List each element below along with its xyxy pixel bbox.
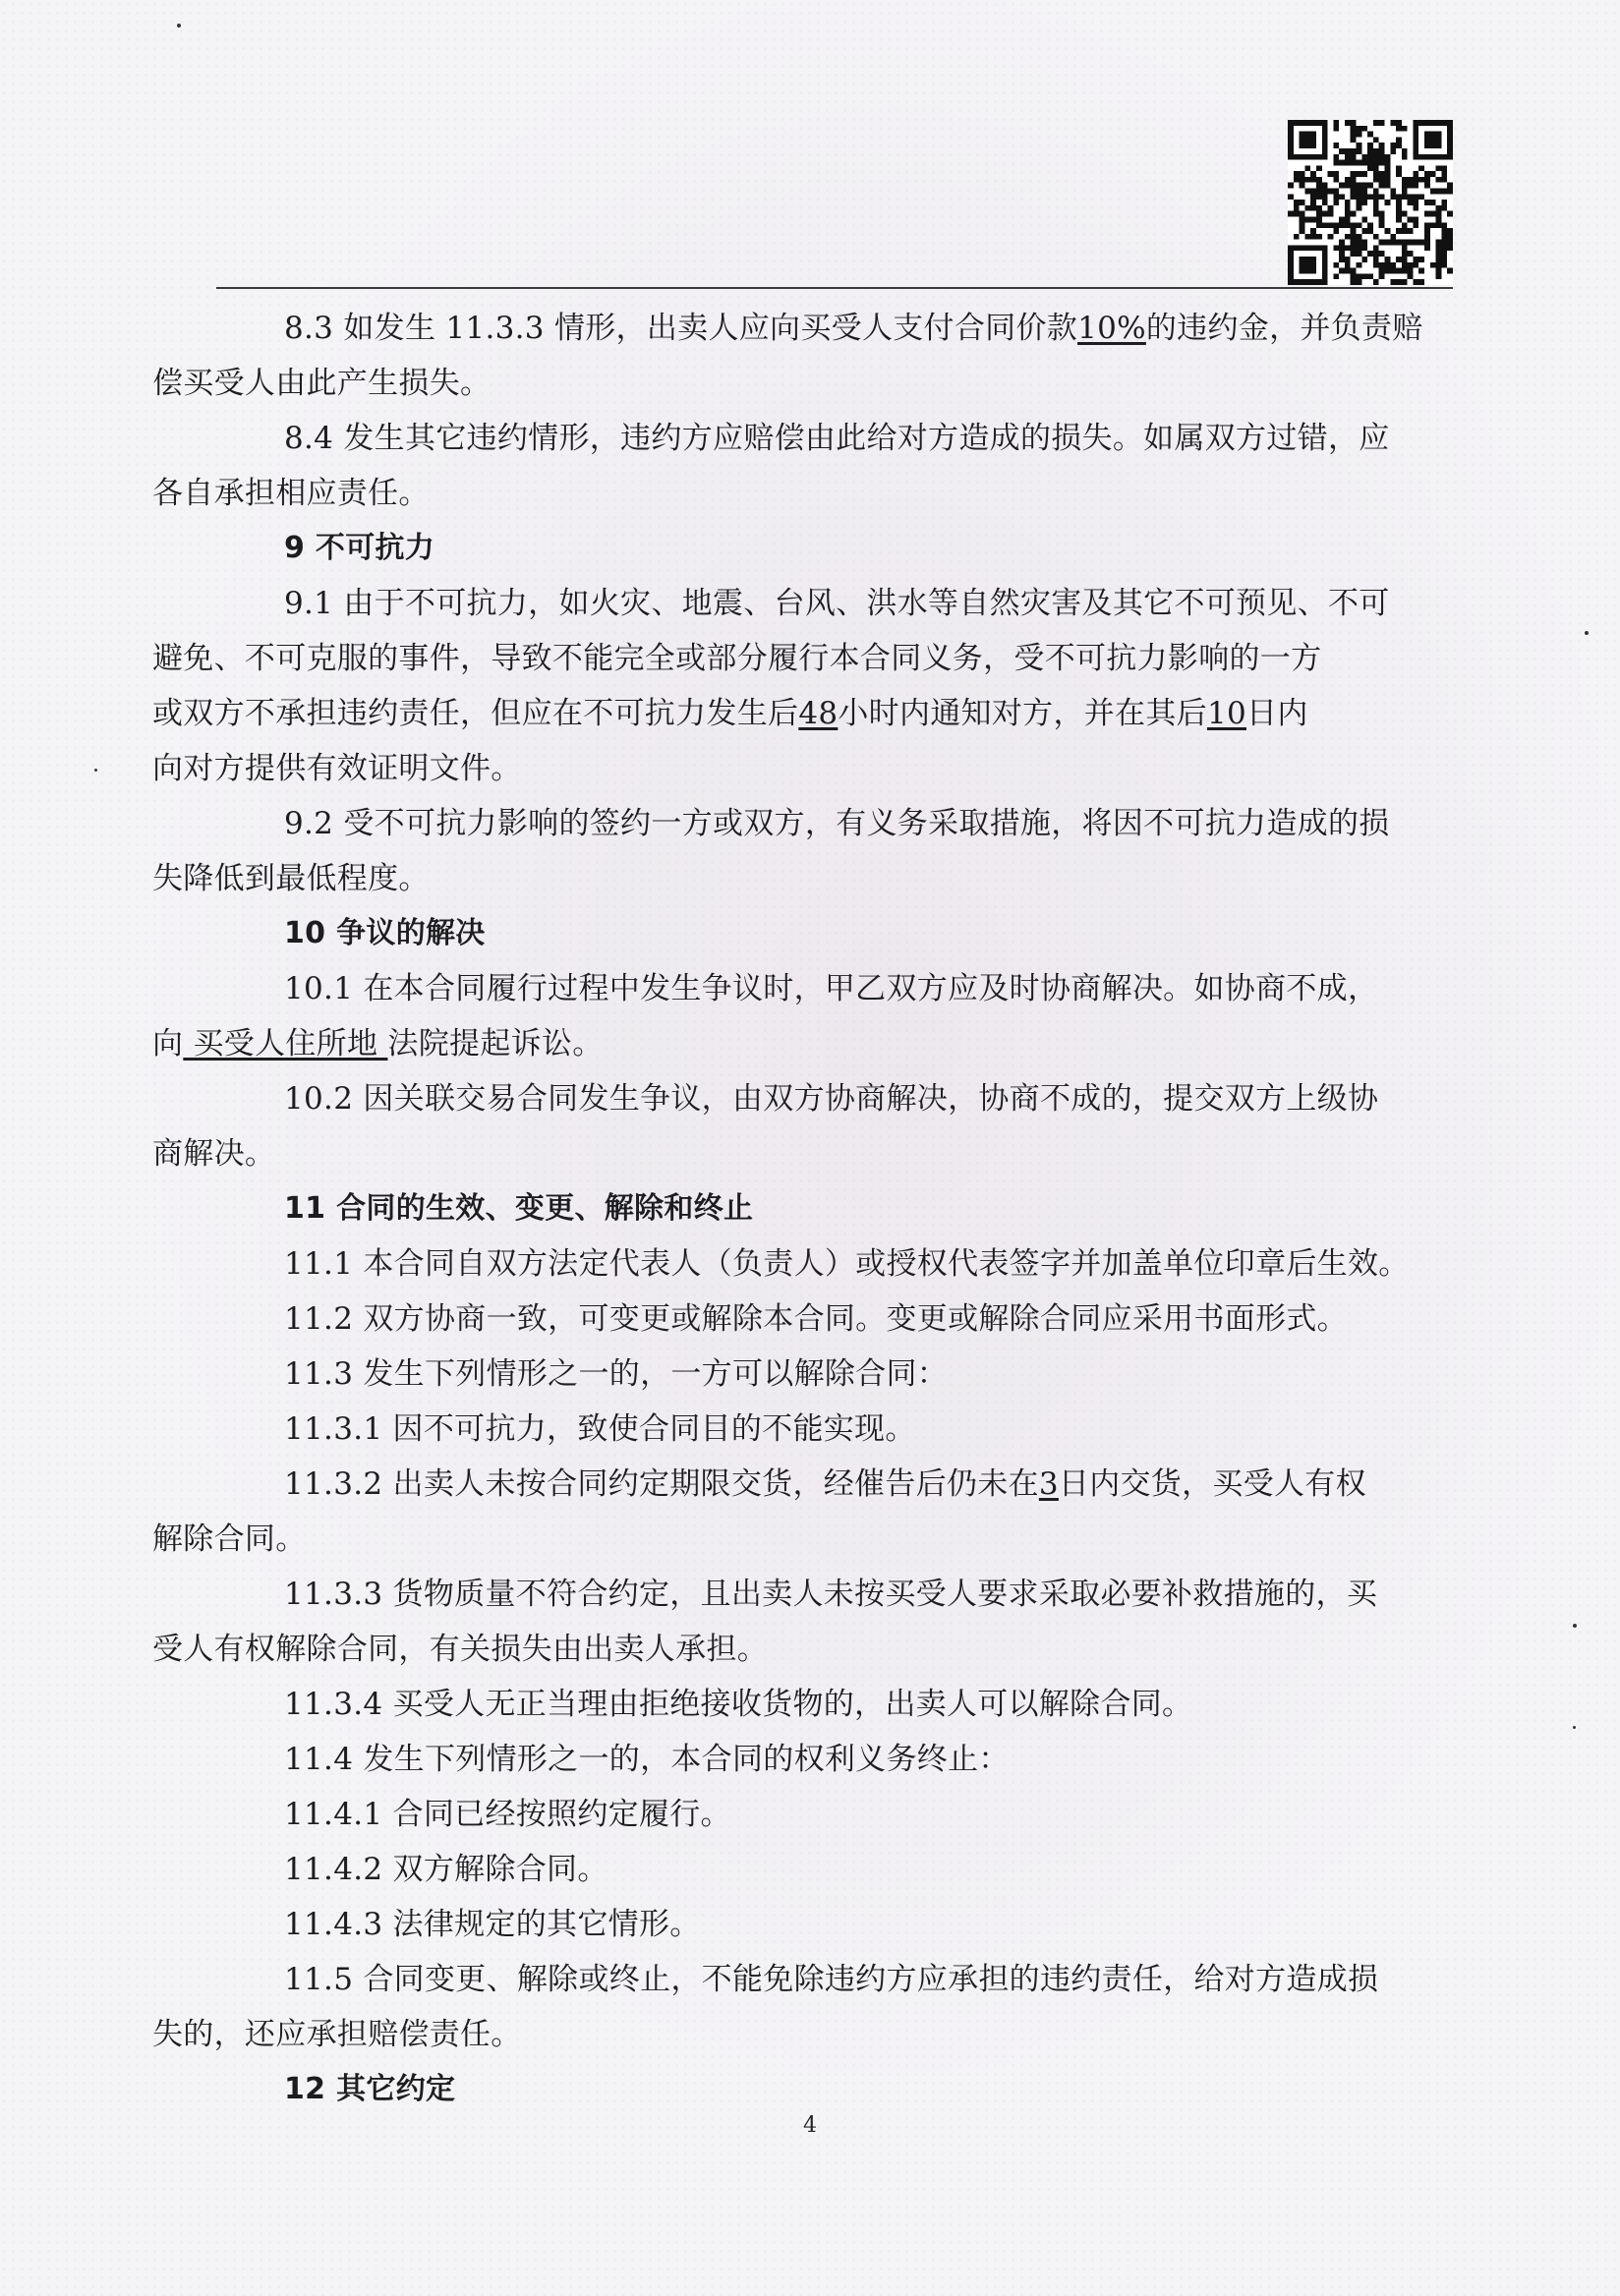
clause-line: [218, 411, 1453, 466]
clause-11-3-4: [218, 1677, 1453, 1732]
clause-text: 11.2 双方协商一致，可变更或解除本合同。变更或解除合同应采用书面形式。: [284, 1301, 1348, 1337]
clause-line: [218, 1457, 1453, 1512]
clause-line: [218, 1897, 1453, 1952]
clause-text: 11.4 发生下列情形之一的，本合同的权利义务终止：: [284, 1742, 1010, 1777]
clause-line: [218, 1677, 1453, 1732]
clause-11-5: [152, 1952, 1453, 2062]
clause-text: 各自承担相应责任。: [152, 476, 430, 511]
clause-line: [218, 301, 1453, 356]
clause-line: [218, 1952, 1453, 2007]
clause-text: 商解决。: [152, 1136, 276, 1172]
heading-11: 11 合同的生效、变更、解除和终止: [284, 1191, 754, 1226]
clause-text: 偿买受人由此产生损失。: [152, 366, 492, 401]
clause-line: [218, 1567, 1453, 1622]
clause-line: [152, 2007, 1453, 2062]
clause-text: 或双方不承担违约责任，但应在不可抗力发生后: [152, 696, 799, 731]
clause-11-3-3: [152, 1567, 1453, 1677]
clause-line: [218, 1347, 1453, 1402]
heading-12: 12 其它约定: [284, 2072, 456, 2106]
clause-text: 失降低到最低程度。: [152, 861, 430, 896]
clause-line: [218, 1236, 1453, 1292]
clause-text: 避免、不可克服的事件，导致不能完全或部分履行本合同义务，受不可抗力影响的一方: [152, 641, 1322, 676]
heading-9: 9 不可抗力: [284, 531, 435, 565]
clause-line: [218, 796, 1453, 851]
clause-text: 8.4 发生其它违约情形，违约方应赔偿由此给对方造成的损失。如属双方过错，应: [284, 421, 1390, 456]
filled-blank: 10%: [1077, 311, 1146, 346]
clause-11-4-2: [218, 1842, 1453, 1897]
clause-line: [152, 466, 1453, 521]
clause-line: [218, 1787, 1453, 1842]
scan-speck: [1573, 1726, 1576, 1729]
clause-text: 向对方提供有效证明文件。: [152, 751, 522, 786]
contract-body: [152, 301, 1453, 2117]
clause-10-2: [152, 1071, 1453, 1181]
scan-speck: [1585, 631, 1589, 635]
clause-line: [218, 1732, 1453, 1787]
scan-speck: [177, 24, 181, 28]
clause-text: 11.1 本合同自双方法定代表人（负责人）或授权代表签字并加盖单位印章后生效。: [284, 1246, 1410, 1282]
clause-text: 11.4.1 合同已经按照约定履行。: [284, 1797, 731, 1832]
clause-line: [152, 1622, 1453, 1677]
clause-11-3-2: [152, 1457, 1453, 1567]
scan-speck: [1573, 1624, 1577, 1628]
clause-text: 法院提起诉讼。: [387, 1026, 604, 1062]
clause-text: 11.3.4 买受人无正当理由拒绝接收货物的，出卖人可以解除合同。: [284, 1687, 1193, 1722]
clause-text: 小时内通知对方，并在其后: [838, 696, 1207, 731]
clause-9-2: [152, 796, 1453, 906]
clause-line: [152, 1016, 1453, 1071]
clause-11-4-3: [218, 1897, 1453, 1952]
clause-line: [152, 1126, 1453, 1181]
clause-text: 11.3 发生下列情形之一的，一方可以解除合同：: [284, 1356, 949, 1392]
clause-text: 11.3.1 因不可抗力，致使合同目的不能实现。: [284, 1411, 916, 1447]
filled-blank: 10: [1206, 696, 1247, 731]
clause-text: 的违约金，并负责赔: [1145, 311, 1423, 346]
clause-text: 10.2 因关联交易合同发生争议，由双方协商解决，协商不成的，提交双方上级协: [284, 1081, 1379, 1117]
clause-11-4: [218, 1732, 1453, 1787]
clause-text: 9.2 受不可抗力影响的签约一方或双方，有义务采取措施，将因不可抗力造成的损: [284, 806, 1390, 841]
clause-11-2: [218, 1292, 1453, 1347]
qr-code: [1288, 120, 1453, 285]
clause-line: [152, 741, 1453, 796]
clause-line: [218, 1842, 1453, 1897]
clause-line: [152, 1512, 1453, 1567]
clause-line: [218, 576, 1453, 631]
clause-text: 日内交货，买受人有权: [1058, 1466, 1366, 1502]
clause-8-3: [152, 301, 1453, 411]
clause-11-3: [218, 1347, 1453, 1402]
clause-9-1: [152, 576, 1453, 796]
filled-blank: 48: [798, 696, 839, 731]
page-number: 4: [803, 2113, 817, 2138]
header-rule: [216, 287, 1453, 289]
clause-line: [152, 356, 1453, 411]
clause-11-3-1: [218, 1402, 1453, 1457]
clause-text: 11.3.2 出卖人未按合同约定期限交货，经催告后仍未在: [284, 1466, 1039, 1502]
clause-11-1: [218, 1236, 1453, 1292]
clause-text: 受人有权解除合同，有关损失由出卖人承担。: [152, 1632, 768, 1667]
clause-text: 11.5 合同变更、解除或终止，不能免除违约方应承担的违约责任，给对方造成损: [284, 1962, 1379, 1997]
clause-text: 向: [152, 1026, 184, 1062]
clause-line: [152, 631, 1453, 686]
clause-text: 11.3.3 货物质量不符合约定，且出卖人未按买受人要求采取必要补救措施的，买: [284, 1577, 1378, 1612]
filled-blank: 买受人住所地: [183, 1026, 388, 1062]
clause-text: 8.3 如发生 11.3.3 情形，出卖人应向买受人支付合同价款: [284, 311, 1078, 346]
clause-10-1: [152, 961, 1453, 1071]
filled-blank: 3: [1038, 1466, 1059, 1502]
clause-text: 9.1 由于不可抗力，如火灾、地震、台风、洪水等自然灾害及其它不可预见、不可: [284, 586, 1390, 621]
clause-text: 10.1 在本合同履行过程中发生争议时，甲乙双方应及时协商解决。如协商不成，: [284, 971, 1379, 1006]
clause-text: 日内: [1246, 696, 1308, 731]
clause-line: [152, 851, 1453, 906]
clause-line: [218, 1402, 1453, 1457]
clause-line: [218, 961, 1453, 1016]
clause-text: 失的，还应承担赔偿责任。: [152, 2017, 522, 2052]
clause-11-4-1: [218, 1787, 1453, 1842]
scan-speck: [94, 769, 97, 772]
clause-text: 解除合同。: [152, 1521, 307, 1557]
heading-10: 10 争议的解决: [284, 916, 486, 950]
clause-line: [152, 686, 1453, 741]
clause-line: [218, 1071, 1453, 1126]
clause-8-4: [152, 411, 1453, 521]
clause-text: 11.4.2 双方解除合同。: [284, 1852, 608, 1887]
clause-line: [218, 1292, 1453, 1347]
clause-text: 11.4.3 法律规定的其它情形。: [284, 1907, 701, 1942]
